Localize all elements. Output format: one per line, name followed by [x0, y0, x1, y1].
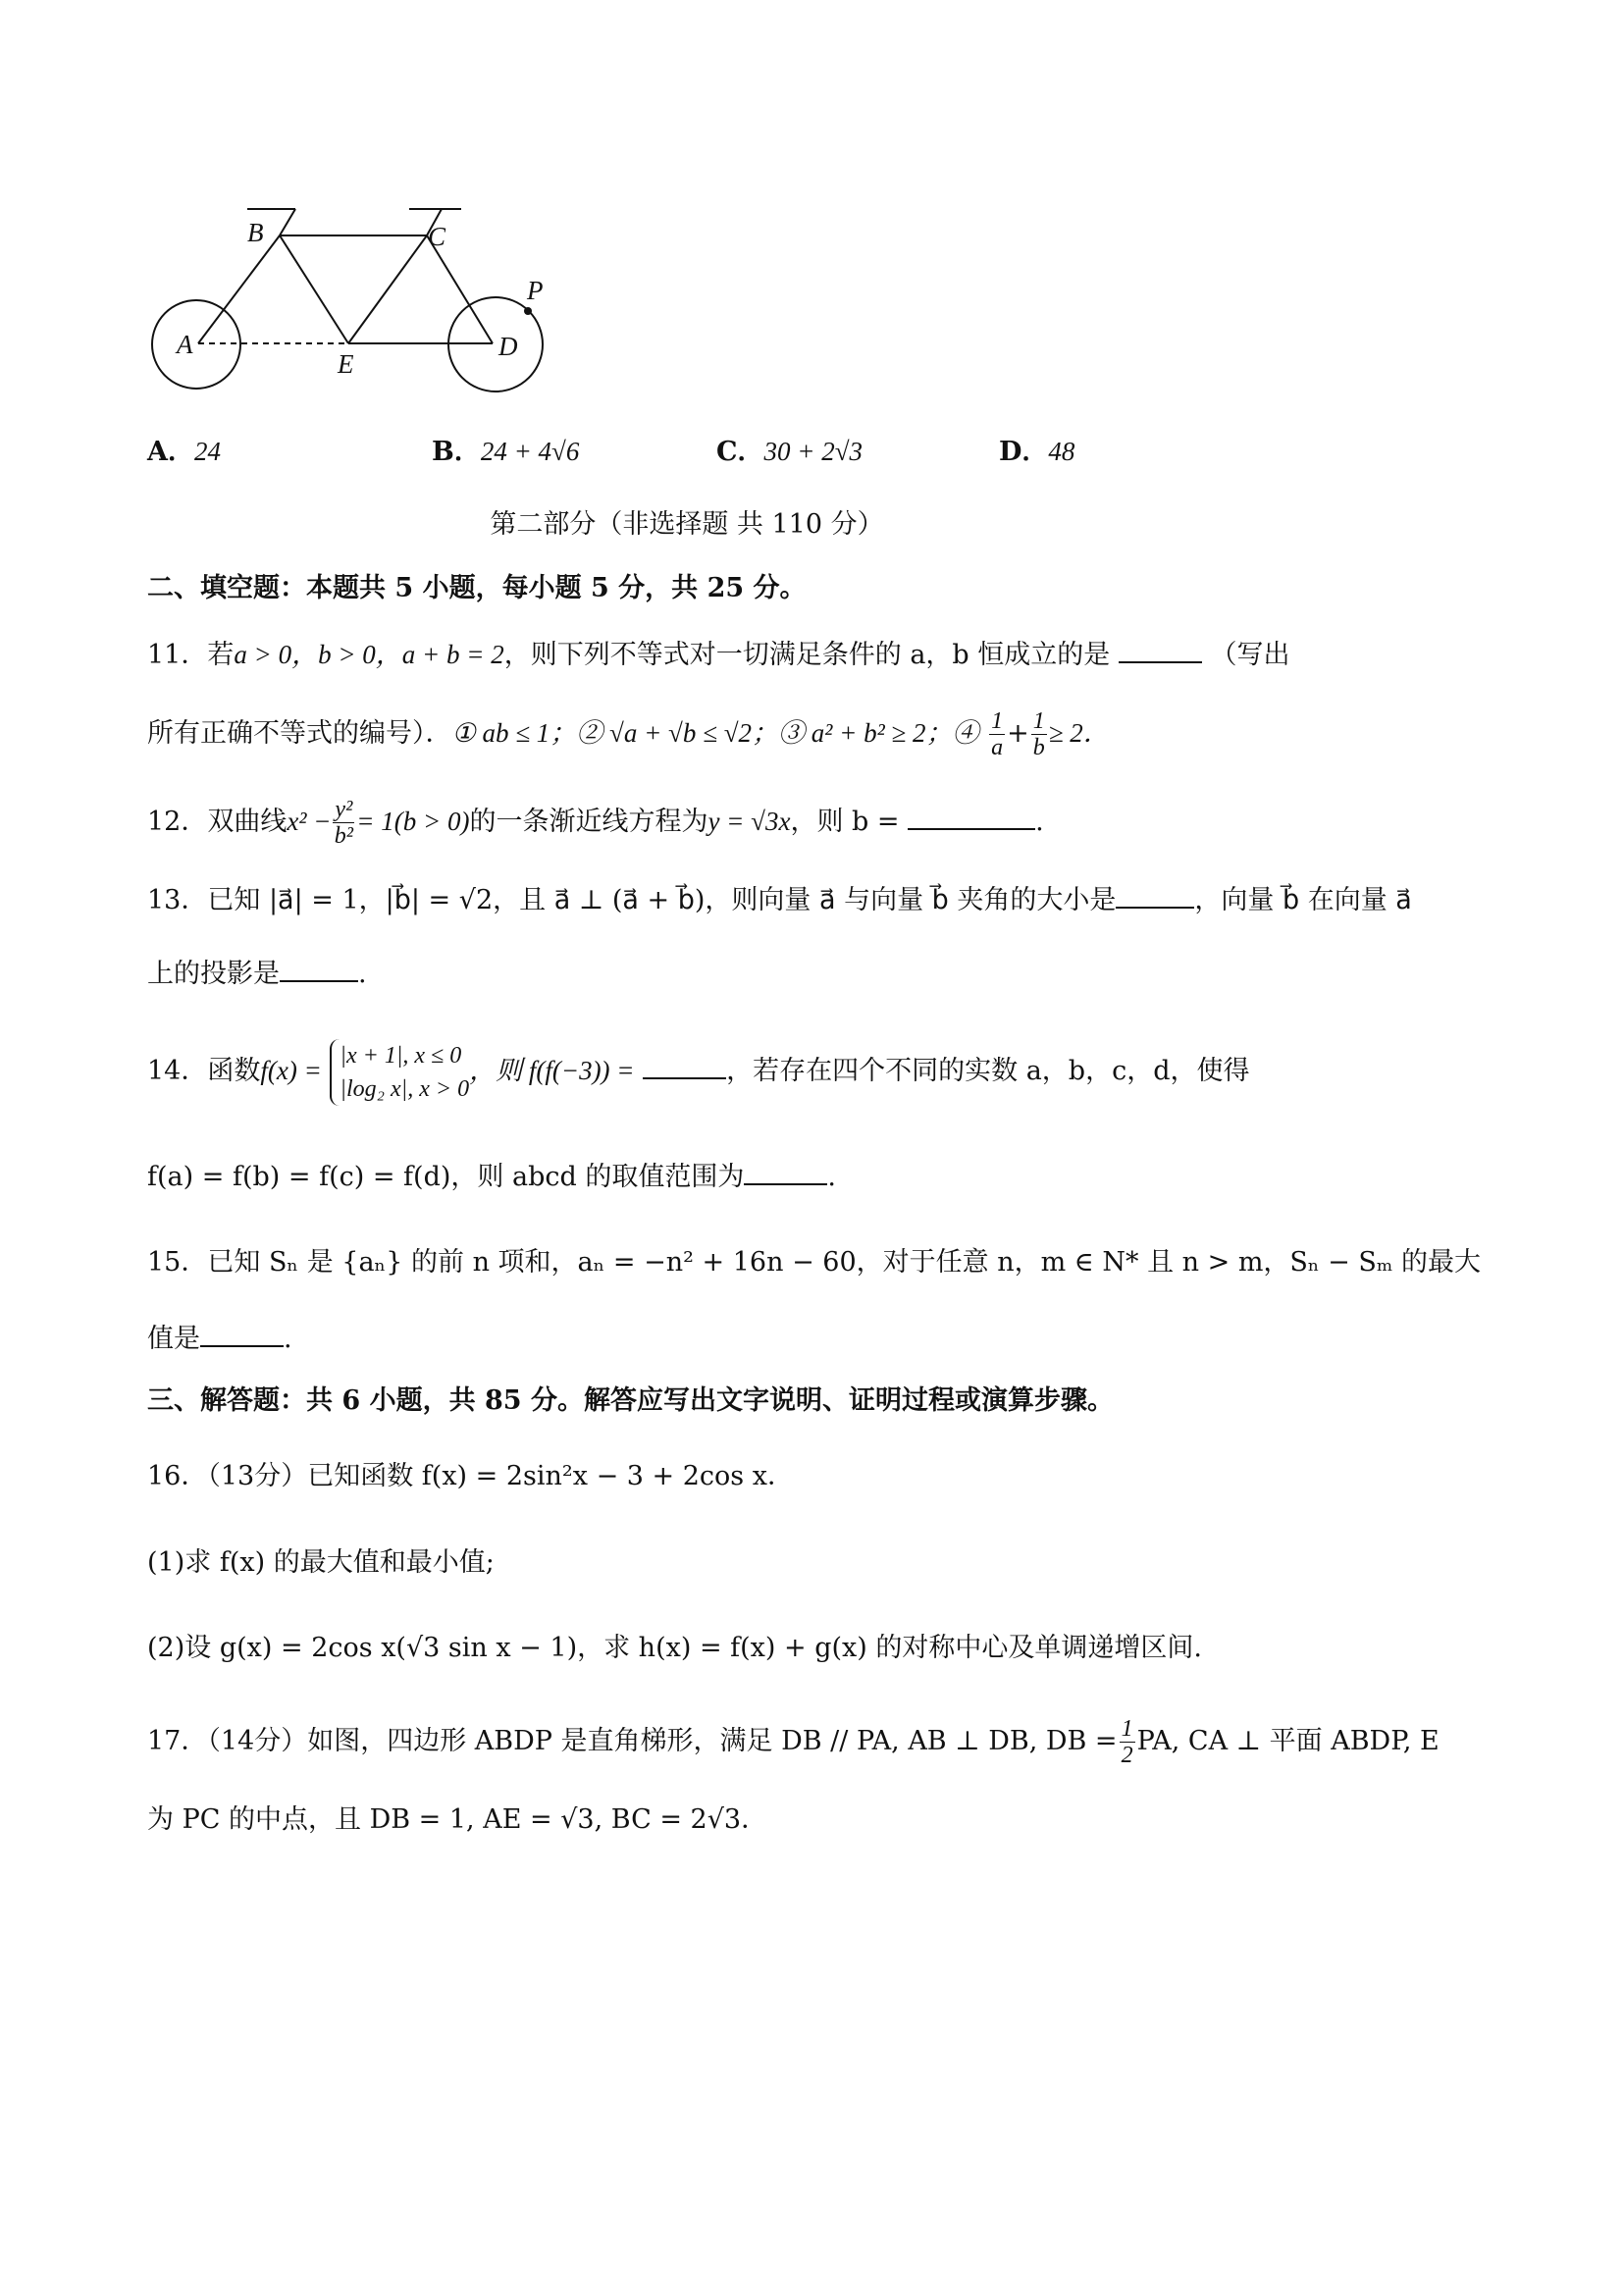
label-e: E: [338, 349, 354, 379]
q17-text: 17．（14分）如图，四边形 ABDP 是直角梯形，满足 DB // PA, AB ⊥ DB, DB =: [147, 1726, 1118, 1756]
q16-part2: (2)设 g(x) = 2cos x(√3 sin x − 1)，求 h(x) = f(x) + g(x) 的对称中心及单调递增区间.: [147, 1633, 1202, 1663]
option-letter: D．: [999, 437, 1049, 467]
option-b: [432, 432, 579, 472]
q15-line2: [147, 1320, 292, 1359]
q11-answer-blank[interactable]: [1119, 638, 1202, 663]
q11-line2: 所有正确不等式的编号）．① ab ≤ 1；② √a + √b ≤ √2；③ a² + b² ≥ 2；④ $\frac{1}{a}$ + $\frac{1}{b}$ ≥ 2．: [147, 708, 1110, 760]
fraction-1-over-2: [1120, 1716, 1135, 1768]
q11-line1: [147, 635, 1289, 675]
numerator: y²: [335, 797, 353, 822]
q17-line1: [147, 1712, 1440, 1771]
q13-text: .: [358, 959, 367, 989]
q14-text: .: [827, 1162, 836, 1192]
q13-line2: [147, 955, 367, 994]
q12-text: ，则 b =: [790, 807, 900, 837]
q12-math: x² −: [287, 807, 332, 836]
q12-math: = 1(b > 0): [356, 807, 470, 836]
q12-text: 12．双曲线: [147, 807, 288, 837]
fraction-y2-over-b2: [333, 797, 354, 849]
case-1: |x + 1|, x ≤ 0: [340, 1042, 462, 1069]
q14-line1: [147, 1035, 1250, 1107]
q17-line2: 为 PC 的中点，且 DB = 1, AE = √3, BC = 2√3．: [147, 1804, 768, 1835]
option-value: 48: [1048, 437, 1075, 466]
option-value: 24: [193, 437, 221, 466]
q12-math: y = √3x: [707, 807, 791, 836]
label-b: B: [247, 218, 264, 247]
q14-answer-blank-2[interactable]: [744, 1160, 827, 1185]
q17-text: PA, CA ⊥ 平面 ABDP, E: [1136, 1726, 1440, 1756]
option-letter: C．: [716, 437, 764, 467]
denominator: b: [1032, 735, 1045, 760]
q11-text: 所有正确不等式的编号）．: [147, 718, 452, 749]
q13-text: 上的投影是: [147, 959, 280, 989]
q15-line1: 15．已知 Sₙ 是 {aₙ} 的前 n 项和，aₙ = −n² + 16n − 60，对于任意 n，m ∈ N* 且 n > m，Sₙ − Sₘ 的最大: [147, 1247, 1482, 1278]
q13-text: 13．已知 |a⃗| = 1，|b⃗| = √2，且 a⃗ ⊥ (a⃗ + b⃗)，则向量 a⃗ 与向量 b⃗ 夹角的大小是: [147, 885, 1117, 915]
section2-header: 二、填空题：本题共 5 小题，每小题 5 分，共 25 分。: [147, 573, 807, 603]
q11-text: 11．若: [147, 640, 235, 670]
label-c: C: [428, 222, 446, 251]
seat-post: [280, 209, 295, 235]
option-value: 24 + 4√6: [480, 437, 580, 466]
denominator: b²: [334, 823, 353, 849]
q13-answer-blank-1[interactable]: [1116, 883, 1194, 909]
option-c: [716, 432, 863, 472]
q11-text: ，则下列不等式对一切满足条件的 a，b 恒成立的是: [503, 640, 1111, 670]
bicycle-figure: [0, 0, 608, 412]
q12-line: [147, 797, 1044, 849]
q13-text: ，向量 b⃗ 在向量 a⃗: [1194, 885, 1412, 915]
q12-answer-blank[interactable]: [908, 805, 1035, 830]
segment-be: [280, 235, 348, 343]
fraction-1-over-b: [1031, 708, 1047, 760]
q12-text: 的一条渐近线方程为: [469, 807, 708, 837]
denominator: a: [991, 735, 1004, 760]
segment-cd: [427, 235, 493, 343]
q11-text: （写出: [1201, 640, 1290, 670]
q16-part1: (1)求 f(x) 的最大值和最小值;: [147, 1547, 495, 1578]
option-letter: B．: [432, 437, 481, 467]
denominator: 2: [1121, 1743, 1133, 1768]
case-2: |log₂ x|, x > 0: [340, 1075, 470, 1102]
q16-stem: 16．（13分）已知函数 f(x) = 2sin²x − 3 + 2cos x．: [147, 1461, 794, 1491]
q15-answer-blank[interactable]: [200, 1322, 284, 1347]
section3-header: 三、解答题：共 6 小题，共 85 分。解答应写出文字说明、证明过程或演算步骤。: [147, 1385, 1114, 1416]
label-p: P: [527, 276, 544, 305]
left-wheel: [152, 300, 240, 389]
numerator: 1: [991, 708, 1004, 734]
q11-math: ≥ 2．: [1048, 718, 1110, 748]
q13-line1: [147, 881, 1412, 920]
q14-text: ，若存在四个不同的实数 a，b，c，d，使得: [726, 1056, 1250, 1086]
numerator: 1: [1032, 708, 1045, 734]
q11-math: a > 0，b > 0，a + b = 2: [234, 640, 504, 669]
point-p: [524, 307, 532, 315]
part2-title: 第二部分（非选择题 共 110 分）: [490, 509, 884, 540]
option-letter: A．: [147, 437, 194, 467]
option-value: 30 + 2√3: [763, 437, 864, 466]
q14-text: f(a) = f(b) = f(c) = f(d)，则 abcd 的取值范围为: [147, 1162, 745, 1192]
piecewise-function: [330, 1039, 469, 1106]
q14-math: ，则 f(f(−3)) =: [469, 1056, 635, 1085]
segment-ab: [198, 235, 280, 343]
option-d: [999, 432, 1074, 472]
q15-text: 值是: [147, 1324, 200, 1354]
segment-ec: [348, 235, 427, 343]
q14-text: 14．函数: [147, 1056, 261, 1086]
q15-text: .: [284, 1324, 292, 1354]
numerator: 1: [1121, 1716, 1133, 1742]
q14-line2: [147, 1158, 836, 1197]
option-a: [147, 432, 221, 472]
q12-text: .: [1035, 807, 1044, 837]
fraction-1-over-a: [989, 708, 1005, 760]
label-d: D: [498, 332, 518, 361]
label-a: A: [177, 330, 193, 359]
q14-math: f(x) =: [260, 1056, 322, 1085]
q11-math: ① ab ≤ 1；② √a + √b ≤ √2；③ a² + b² ≥ 2；④: [451, 718, 979, 748]
q14-answer-blank-1[interactable]: [643, 1054, 726, 1079]
q13-answer-blank-2[interactable]: [280, 957, 358, 982]
